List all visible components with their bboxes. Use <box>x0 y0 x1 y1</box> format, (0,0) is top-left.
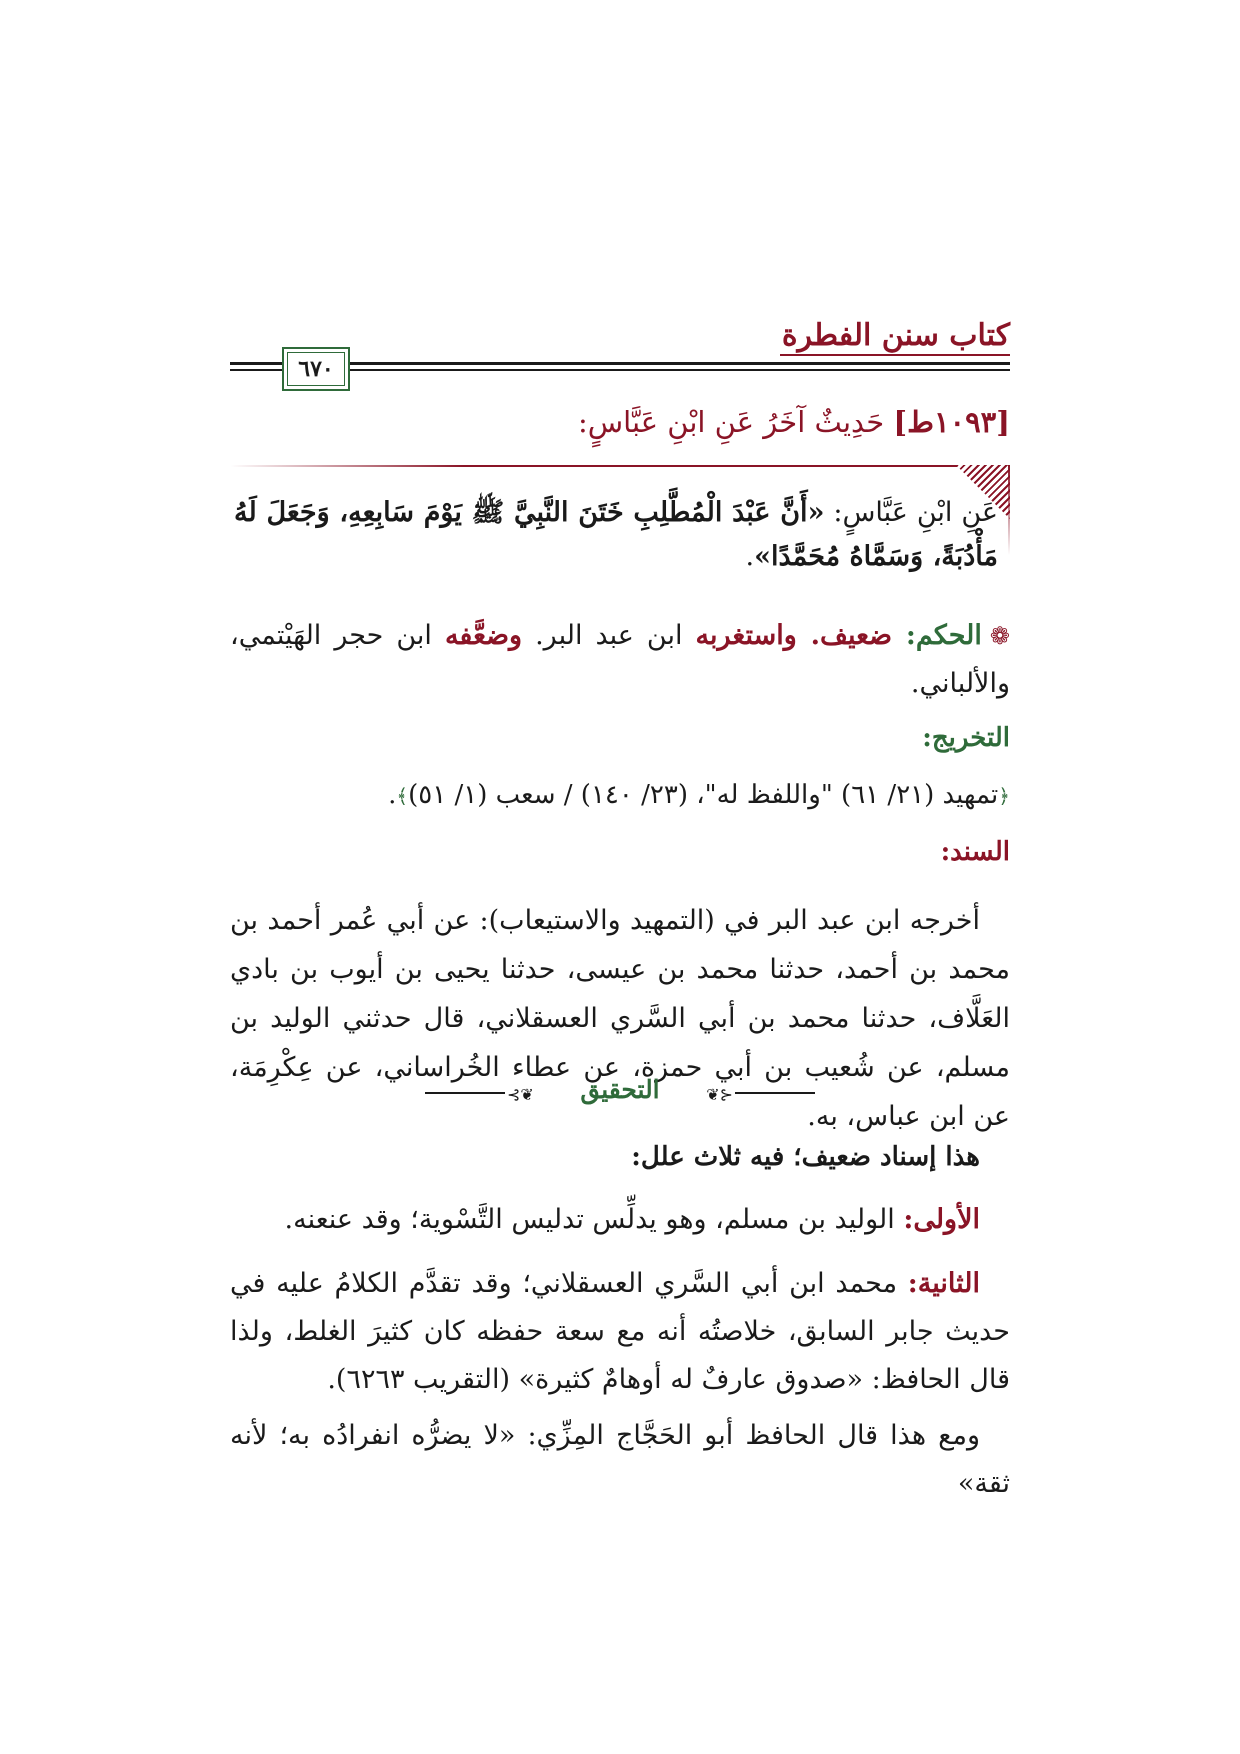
sanad-text: أخرجه ابن عبد البر في (التمهيد والاستيعاب): عن أبي عُمر أحمد بن محمد بن أحمد، حدثنا محمد بن عيسى، حدثنا يحيى بن أيوب بن بادي العَلَّاف، حدثنا محمد بن أبي السَّري العسقلاني، قال حدثني الوليد بن مسلم، عن شُعيب بن أبي حمزة، عن عطاء الخُراساني، عن عِكْرِمَة، عن ابن عباس، به. <box>230 905 1010 1132</box>
tahqiq-title: التحقيق <box>580 1075 660 1104</box>
ruling-label: الحكم: <box>892 620 982 651</box>
takhrij-end: . <box>388 780 397 810</box>
page-number: ٦٧٠ <box>298 356 334 382</box>
divider-line-right <box>735 1092 815 1094</box>
tahqiq-point-3 <box>230 1412 1010 1508</box>
point-text: محمد ابن أبي السَّري العسقلاني؛ وقد تقدَّم الكلامُ عليه في حديث جابر السابق، خلاصتُه أنه مع سعة حفظه كان كثيرَ الغلط، ولذا قال الحافظ: «صدوق عارفٌ له أوهامٌ كثيرة» (التقريب ٦٢٦٣). <box>230 1268 1010 1395</box>
tahqiq-divider <box>425 1073 815 1113</box>
ruling-paragraph <box>230 612 1010 708</box>
book-title-underline <box>780 354 1010 356</box>
point-text: ومع هذا قال الحافظ أبو الحَجَّاج المِزِّي: «لا يضرُّه انفرادُه به؛ لأنه ثقة» <box>230 1420 1010 1499</box>
point-label: الثانية: <box>907 1268 980 1299</box>
hadith-number: [١٠٩٣ط] <box>893 405 1010 439</box>
point-text: الوليد بن مسلم، وهو يدلِّس تدليس التَّسْوية؛ وقد عنعنه. <box>284 1204 904 1235</box>
hadith-matn: «أَنَّ عَبْدَ الْمُطَّلِبِ خَتَنَ النَّبِيَّ ﷺ يَوْمَ سَابِعِهِ، وَجَعَلَ لَهُ مَأْدُبَةً، وَسَمَّاهُ مُحَمَّدًا» <box>234 497 998 572</box>
tahqiq-intro: هذا إسناد ضعيف؛ فيه ثلاث علل: <box>631 1142 980 1172</box>
quote-top-rule <box>230 465 1010 467</box>
divider-ornament-left-icon: ⊰❦ <box>507 1085 534 1104</box>
flower-ornament-icon: ❁ <box>989 622 1011 650</box>
divider-ornament-right-icon: ❦⊱ <box>706 1085 733 1104</box>
takhrij-sources: تمهيد (٢١/ ٦١) "واللفظ له"، (٢٣/ ١٤٠) / سعب (١/ ٥١) <box>408 780 999 810</box>
tahqiq-point-2 <box>230 1260 1010 1404</box>
hadith-heading <box>230 402 1010 442</box>
point-label: الأولى: <box>903 1204 980 1235</box>
page-header <box>230 318 1010 388</box>
tahqiq-point-1 <box>230 1196 1010 1244</box>
ruling-grade: ضعيف. <box>810 620 893 651</box>
hadith-title: حَدِيثٌ آخَرُ عَنِ ابْنِ عَبَّاسٍ: <box>577 405 885 439</box>
ruling-istaghrabahu: واستغربه <box>695 620 811 651</box>
takhrij-bracket-close: ﴾ <box>396 784 409 808</box>
hadith-matn-end: . <box>745 541 755 572</box>
sanad-label: السند: <box>940 837 1010 867</box>
hadith-quote-box <box>230 465 1010 575</box>
takhrij-text <box>230 775 1010 816</box>
ruling-daafahu: وضعَّفه <box>444 620 523 651</box>
takhrij-bracket-open: ﴿ <box>998 784 1010 808</box>
ruling-daafahu-by: ابن حجر الهَيْتمي، والألباني. <box>230 620 1010 699</box>
hadith-text <box>234 491 998 579</box>
ruling-istaghrabahu-by: ابن عبد البر. <box>522 620 696 651</box>
hadith-narrator: عَنِ ابْنِ عَبَّاسٍ: <box>824 497 998 528</box>
takhrij-label: التخريج: <box>922 723 1010 753</box>
book-title: كتاب سنن الفطرة <box>781 318 1010 353</box>
page-number-badge <box>282 347 350 391</box>
quote-side-rule <box>1008 465 1010 555</box>
